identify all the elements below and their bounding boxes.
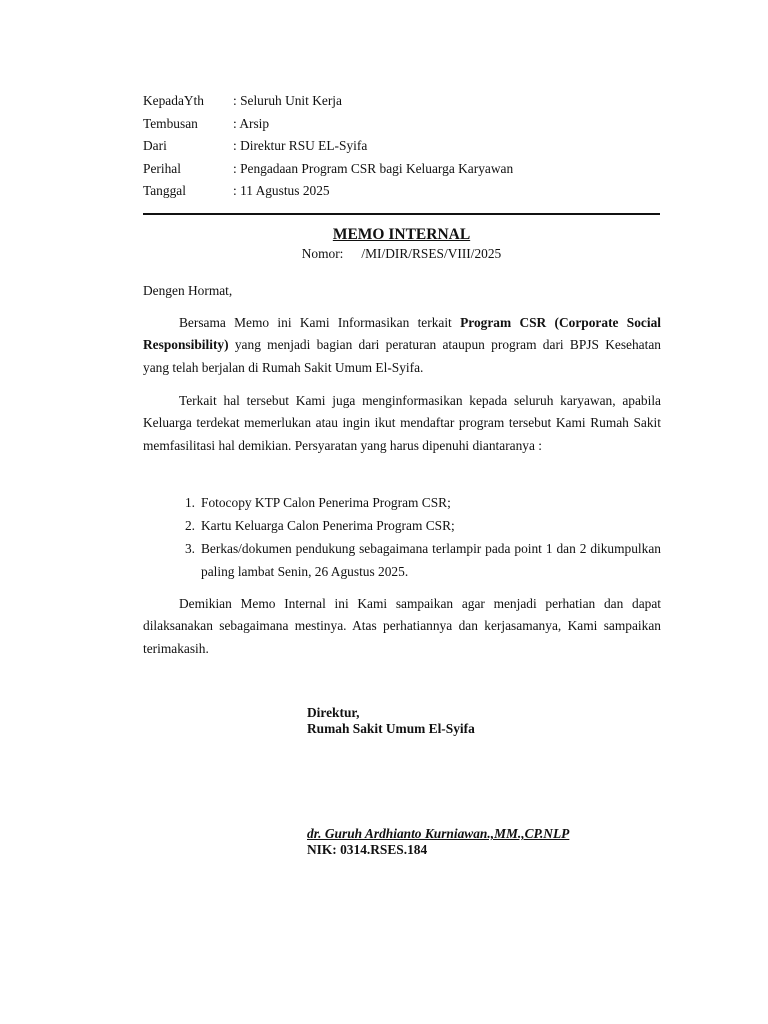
list-item-text: Kartu Keluarga Calon Penerima Program CSR; — [201, 518, 455, 533]
header-value: : Direktur RSU EL-Syifa — [233, 138, 368, 154]
header-value: : 11 Agustus 2025 — [233, 183, 330, 199]
paragraph-requirements-intro: Terkait hal tersebut Kami juga menginformasikan kepada seluruh karyawan, apabila Keluarga terdekat memerlukan atau ingin ikut mendaftar program tersebut Kami Rumah Sakit memfasilitasi hal demikian. Persyaratan yang harus dipenuhi diantaranya : — [143, 393, 661, 453]
list-item-text: Berkas/dokumen pendukung sebagaimana terlampir pada point 1 dan 2 dikumpulkan paling lambat Senin, 26 Agustus 2025. — [201, 541, 661, 579]
program-name-bold: Program CSR (Corporate Social Responsibility) — [143, 315, 661, 353]
header-row-recipient — [143, 90, 663, 113]
header-value: : Arsip — [233, 115, 270, 131]
header-row-date — [143, 180, 663, 203]
header-label: Dari — [143, 138, 167, 154]
memo-header-table — [143, 90, 663, 203]
list-item-number: 3. — [184, 541, 195, 556]
list-item-text: Fotocopy KTP Calon Penerima Program CSR; — [201, 495, 451, 510]
list-item — [143, 514, 661, 537]
signer-details — [307, 826, 569, 858]
list-item — [143, 491, 661, 514]
requirements-list — [143, 491, 661, 583]
header-row-cc — [143, 113, 663, 136]
memo-number-value: /MI/DIR/RSES/VIII/2025 — [361, 246, 502, 261]
header-label: Tembusan — [143, 115, 198, 131]
signer-name: dr. Guruh Ardhianto Kurniawan.,MM.,CP.NLP — [307, 826, 570, 841]
header-row-from — [143, 135, 663, 158]
header-row-subject — [143, 158, 663, 181]
signer-institution: Rumah Sakit Umum El-Syifa — [307, 721, 475, 736]
list-item-number: 1. — [184, 495, 195, 510]
list-item — [143, 537, 661, 583]
header-value: : Pengadaan Program CSR bagi Keluarga Karyawan — [233, 160, 514, 176]
paragraph-intro-text: Bersama Memo ini Kami Informasikan terkait — [179, 315, 461, 330]
signature-block — [307, 705, 475, 737]
header-value: : Seluruh Unit Kerja — [233, 93, 342, 109]
salutation: Dengen Hormat, — [143, 283, 233, 298]
signer-position: Direktur, — [307, 705, 360, 720]
paragraph-intro-text-cont: yang menjadi bagian dari peraturan ataupun program dari BPJS Kesehatan yang telah berjalan di Rumah Sakit Umum El-Syifa. — [143, 337, 661, 375]
header-divider — [143, 213, 660, 215]
paragraph-intro — [143, 312, 661, 379]
memo-number — [143, 246, 660, 262]
list-item-number: 2. — [184, 518, 195, 533]
paragraph-closing: Demikian Memo Internal ini Kami sampaikan agar menjadi perhatian dan dapat dilaksanakan sebagaimana mestinya. Atas perhatiannya dan kerjasamanya, Kami sampaikan terimakasih. — [143, 596, 661, 656]
signer-nik: NIK: 0314.RSES.184 — [307, 842, 428, 857]
header-label: KepadaYth — [143, 93, 204, 109]
header-label: Tanggal — [143, 183, 186, 199]
header-label: Perihal — [143, 160, 181, 176]
memo-number-label: Nomor: — [301, 246, 344, 261]
memo-title: MEMO INTERNAL — [332, 226, 471, 243]
